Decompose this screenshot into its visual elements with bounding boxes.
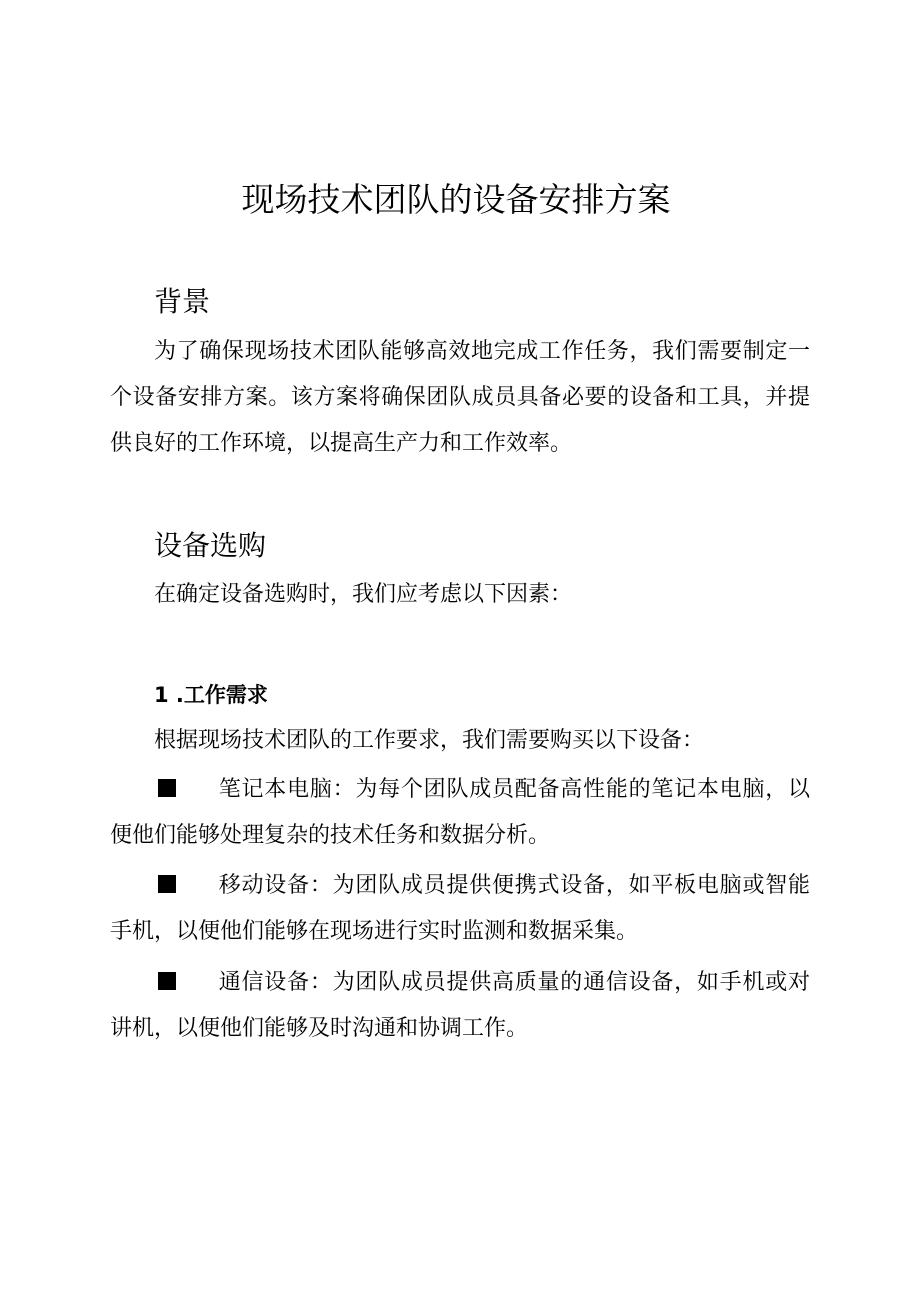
list-item-text: 笔记本电脑：为每个团队成员配备高性能的笔记本电脑，以便他们能够处理复杂的技术任务和数据分析。 xyxy=(110,777,810,848)
list-item xyxy=(110,863,810,955)
subsection-heading-work-needs: 1 .工作需求 xyxy=(154,683,268,707)
list-item-text: 通信设备：为团队成员提供高质量的通信设备，如手机或对讲机，以便他们能够及时沟通和协调工作。 xyxy=(110,970,810,1041)
square-bullet-icon xyxy=(158,779,176,797)
section-heading-background: 背景 xyxy=(154,285,211,318)
square-bullet-icon xyxy=(158,972,176,990)
page-title: 现场技术团队的设备安排方案 xyxy=(241,180,671,219)
equipment-purchase-intro: 在确定设备选购时，我们应考虑以下因素： xyxy=(154,582,573,607)
section-heading-equipment-purchase: 设备选购 xyxy=(154,529,267,562)
list-item xyxy=(110,767,810,859)
background-paragraph: 为了确保现场技术团队能够高效地完成工作任务，我们需要制定一个设备安排方案。该方案将确保团队成员具备必要的设备和工具，并提供良好的工作环境，以提高生产力和工作效率。 xyxy=(110,339,810,456)
list-item-text: 移动设备：为团队成员提供便携式设备，如平板电脑或智能手机，以便他们能够在现场进行实时监测和数据采集。 xyxy=(110,873,810,944)
work-needs-intro: 根据现场技术团队的工作要求，我们需要购买以下设备： xyxy=(154,728,705,753)
square-bullet-icon xyxy=(158,875,176,893)
list-item xyxy=(110,960,810,1052)
